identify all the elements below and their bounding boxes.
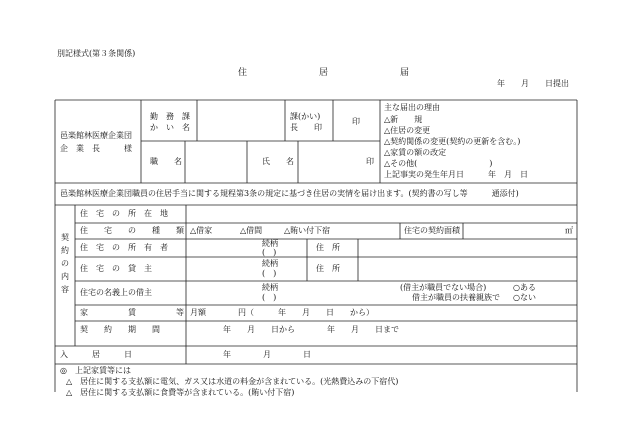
chief-seal: 印 bbox=[352, 117, 360, 126]
lessee-relation-label: 続柄 bbox=[262, 283, 278, 292]
owner-address-label: 住 所 bbox=[316, 243, 340, 252]
contract-details-label: 契 約 の 内 容 bbox=[61, 233, 69, 294]
move-in-date-value: 年 月 日 bbox=[223, 350, 311, 359]
form-title: 住 居 届 bbox=[238, 68, 410, 78]
notes-item-utilities: △ 居住に関する支払額に電気、ガス又は水道の料金が含まれている。(光熱費込みの下宿代) bbox=[66, 377, 399, 386]
section-label: か い 名 bbox=[150, 123, 190, 132]
chief-label: 課(かい) bbox=[290, 112, 321, 121]
nominal-lessee-label: 住宅の名義上の借主 bbox=[80, 288, 152, 297]
chief-seal-label: 長 印 bbox=[290, 123, 322, 132]
owner-label: 住 宅 の 所 有 者 bbox=[80, 243, 168, 252]
name-seal: 印 bbox=[366, 157, 374, 166]
housing-type-label: 住 宅 の 種 類 bbox=[80, 226, 184, 235]
reason-item: △その他( ) bbox=[384, 159, 493, 168]
job-title-label: 職 名 bbox=[150, 157, 182, 166]
lessee-option-yes: ○ある bbox=[513, 283, 536, 292]
rent-value: 月額 円（ 年 月 日 から） bbox=[190, 308, 374, 317]
form-number: 別記様式(第３条関係) bbox=[57, 49, 136, 58]
reason-item: △新 規 bbox=[384, 115, 423, 124]
housing-type-option-room: △借間 bbox=[240, 226, 263, 235]
owner-relation-label: 続柄 bbox=[262, 239, 278, 248]
housing-location-label: 住 宅 の 所 在 地 bbox=[80, 209, 168, 218]
reason-title: 主な届出の理由 bbox=[384, 103, 440, 112]
housing-type-option-rent: △借家 bbox=[190, 226, 213, 235]
reason-item: △契約関係の変更(契約の更新を含む。) bbox=[384, 137, 521, 146]
contract-area-label: 住宅の契約面積 bbox=[404, 226, 460, 235]
declaration-statement: 邑楽館林医療企業団職員の住居手当に関する規程第3条の規定に基づき住居の実情を届け出ます。(契約書の写し等 通添付) bbox=[60, 189, 519, 198]
housing-type-option-board: △賄い付下宿 bbox=[284, 226, 331, 235]
lessee-relation-blank: ( ) bbox=[262, 293, 277, 302]
reason-item: △家賃の額の改定 bbox=[384, 148, 447, 157]
lessor-address-label: 住 所 bbox=[316, 264, 340, 273]
contract-period-label: 契 約 期 間 bbox=[80, 325, 160, 334]
department-label: 勤 務 課 bbox=[150, 112, 190, 121]
move-in-date-label: 入 居 日 bbox=[60, 350, 132, 359]
notes-heading: ◎ 上記家賃等には bbox=[60, 366, 131, 375]
addressee-title: 企 業 長 様 bbox=[60, 144, 132, 153]
rent-label: 家 賃 等 bbox=[80, 308, 184, 317]
submission-date: 年 月 日提出 bbox=[497, 79, 569, 88]
lessee-note-1: (借主が職員でない場合) bbox=[400, 283, 487, 292]
addressee-org: 邑楽館林医療企業団 bbox=[60, 131, 132, 140]
lessee-note-2: 借主が職員の扶養親族で bbox=[412, 293, 500, 302]
lessor-label: 住 宅 の 貸 主 bbox=[80, 264, 152, 273]
area-unit: ㎡ bbox=[565, 226, 573, 235]
contract-period-value: 年 月 日から 年 月 日まで bbox=[223, 325, 399, 334]
name-label: 氏 名 bbox=[262, 157, 294, 166]
owner-relation-blank: ( ) bbox=[262, 248, 277, 257]
reason-item: △住居の変更 bbox=[384, 126, 431, 135]
lessor-relation-blank: ( ) bbox=[262, 269, 277, 278]
lessee-option-no: ○ない bbox=[513, 293, 536, 302]
occurrence-date: 上記事実の発生年月日 年 月 日 bbox=[384, 170, 528, 179]
lessor-relation-label: 続柄 bbox=[262, 259, 278, 268]
notes-item-meals: △ 居住に関する支払額に食費等が含まれている。(賄い付下宿) bbox=[66, 388, 295, 397]
